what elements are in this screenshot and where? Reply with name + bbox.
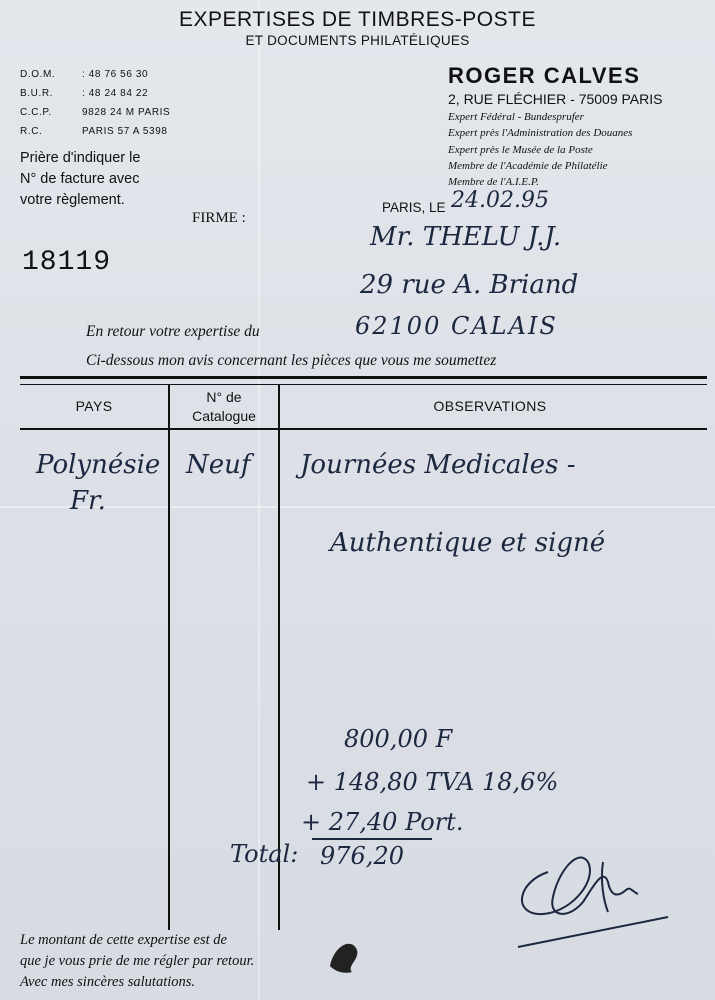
contact-info [20, 65, 170, 141]
contact-label: B.U.R. [20, 88, 54, 99]
expert-name: ROGER CALVES [448, 63, 641, 88]
document-subtitle: ET DOCUMENTS PHILATÉLIQUES [245, 33, 470, 48]
place-label: PARIS, LE [382, 200, 446, 215]
footer-line: Avec mes sincères salutations. [20, 974, 196, 990]
table-top-rule-thin [20, 384, 707, 385]
expert-title-line: Expert Fédéral - Bundesprufer [448, 111, 584, 123]
column-header-catalogue [170, 388, 278, 426]
contact-value: 9828 24 M PARIS [82, 107, 171, 118]
invoice-note [20, 148, 140, 211]
expert-title-line: Expert près le Musée de la Poste [448, 143, 593, 156]
column-header-line: Catalogue [192, 408, 256, 424]
contact-label: C.C.P. [20, 107, 52, 118]
recipient-street: 29 rue A. Briand [360, 270, 579, 300]
ink-stain-mark [326, 936, 366, 976]
contact-label: D.O.M. [20, 69, 56, 80]
amount-port: + 27,40 Port. [301, 808, 464, 836]
cell-catalogue: Neuf [186, 450, 251, 480]
handwritten-date: 24.02.95 [451, 188, 549, 213]
total-label: Total: [230, 840, 299, 868]
column-divider [168, 384, 170, 930]
sum-underline [312, 838, 432, 840]
amount-base: 800,00 F [344, 725, 453, 753]
invoice-note-line: Prière d'indiquer le [20, 150, 141, 166]
contact-row [20, 84, 170, 103]
contact-value: : 48 24 84 22 [82, 88, 149, 99]
contact-row [20, 65, 170, 84]
retour-text: En retour votre expertise du [86, 323, 260, 340]
reference-number: 18119 [22, 247, 112, 278]
amount-tva: + 148,80 TVA 18,6% [306, 768, 559, 796]
cell-pays [36, 447, 160, 519]
contact-value: : 48 76 56 30 [82, 69, 149, 80]
expert-address: 2, RUE FLÉCHIER - 75009 PARIS [448, 91, 663, 107]
observation-line: Journées Medicales - [300, 450, 576, 480]
footer-line: Le montant de cette expertise est de [20, 932, 227, 948]
signature-image [508, 842, 678, 952]
column-header-observations: OBSERVATIONS [433, 398, 547, 414]
table-top-rule [20, 376, 707, 379]
invoice-note-line: votre règlement. [20, 192, 125, 208]
footer-line: que je vous prie de me régler par retour. [20, 953, 255, 969]
contact-row [20, 122, 170, 141]
recipient-city: 62100 CALAIS [355, 312, 558, 340]
contact-label: R.C. [20, 126, 43, 137]
expert-title-line: Expert près l'Administration des Douanes [448, 127, 633, 140]
expert-title-line: Membre de l'A.I.E.P. [448, 176, 539, 189]
contact-row [20, 103, 170, 122]
expert-titles [448, 109, 632, 190]
expert-title-line: Membre de l'Académie de Philatélie [448, 159, 608, 172]
avis-text: Ci-dessous mon avis concernant les pièces que vous me soumettez [86, 352, 497, 369]
contact-value: PARIS 57 A 5398 [82, 126, 168, 137]
firme-label: FIRME : [192, 210, 246, 226]
observation-line: Authentique et signé [330, 528, 606, 558]
cell-pays-line: Fr. [70, 486, 106, 516]
footer-text [20, 930, 254, 993]
column-header-pays: PAYS [75, 398, 113, 414]
recipient-name: Mr. THELU J.J. [370, 222, 562, 252]
total-amount: 976,20 [320, 842, 404, 870]
cell-pays-line: Polynésie [36, 450, 161, 480]
invoice-note-line: N° de facture avec [20, 171, 140, 187]
column-header-line: N° de [206, 389, 242, 405]
document-title: EXPERTISES DE TIMBRES-POSTE [179, 8, 536, 31]
table-header-rule [20, 428, 707, 430]
